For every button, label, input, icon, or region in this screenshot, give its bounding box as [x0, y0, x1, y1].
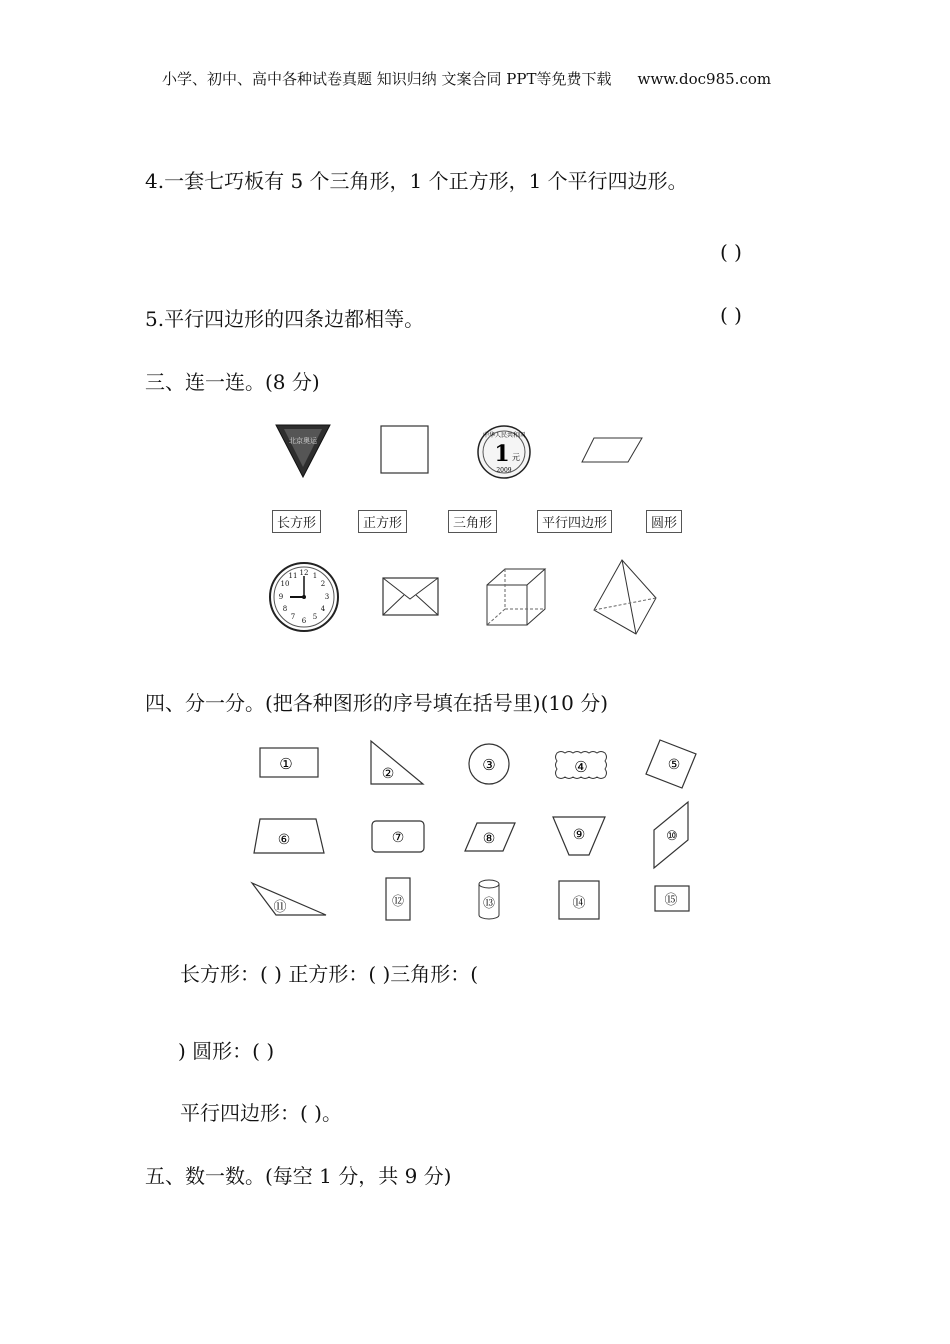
shape-number-11: ⑪: [273, 900, 287, 915]
label-parallelogram: 平行四边形: [537, 510, 612, 533]
label-square: 正方形: [358, 510, 407, 533]
shape-number-6: ⑥: [277, 832, 291, 848]
shape-5-tilted-square: [642, 738, 698, 790]
cube-picture: [484, 566, 548, 628]
svg-text:9: 9: [278, 593, 284, 601]
coin-top-text: 中华人民共和国: [482, 432, 526, 439]
shape-9-inverted-trapezoid: [551, 814, 607, 858]
label-circle: 圆形: [646, 510, 682, 533]
svg-text:3: 3: [324, 593, 330, 601]
pennant-picture: [274, 423, 332, 479]
question-4: 4.一套七巧板有 5 个三角形，1 个正方形，1 个平行四边形。: [145, 169, 688, 193]
shape-8-parallelogram: [463, 820, 517, 854]
question-5: 5.平行四边形的四条边都相等。: [145, 307, 425, 331]
shape-6-trapezoid: [252, 816, 326, 856]
section-4-title: 四、分一分。(把各种图形的序号填在括号里)(10 分): [145, 691, 609, 715]
shape-number-9: ⑨: [572, 827, 586, 843]
svg-text:11: 11: [288, 572, 298, 580]
page-header: [162, 68, 771, 89]
header-url: www.doc985.com: [637, 70, 772, 88]
svg-text:2: 2: [320, 580, 326, 588]
shape-number-5: ⑤: [667, 757, 681, 773]
svg-text:5: 5: [312, 613, 318, 621]
shape-4-wavy-rectangle: [553, 749, 609, 783]
shape-number-13: ⑬: [482, 896, 496, 910]
shape-13-cylinder: [476, 878, 502, 922]
svg-text:4: 4: [320, 605, 326, 613]
shape-1-rectangle: [258, 746, 320, 780]
svg-text:7: 7: [290, 613, 296, 621]
coin-year: 2009: [496, 467, 512, 474]
pennant-text: 北京奥运: [289, 437, 317, 445]
svg-text:6: 6: [301, 617, 307, 625]
shape-15-small-rectangle: [653, 884, 691, 914]
shape-14-square: [557, 879, 601, 921]
answer-line-2[interactable]: ) 圆形：( ): [178, 1039, 275, 1063]
shape-number-2: ②: [381, 766, 395, 782]
svg-text:8: 8: [282, 605, 288, 613]
question-5-answer-paren[interactable]: ( ): [720, 303, 742, 327]
svg-text:1: 1: [312, 572, 318, 580]
shape-7-rounded-rectangle: [370, 819, 426, 855]
coin-value: 1: [494, 441, 510, 467]
shape-number-1: ①: [279, 755, 293, 773]
shape-number-8: ⑧: [482, 831, 496, 847]
shape-3-circle: [467, 742, 511, 786]
clock-picture: [268, 562, 340, 632]
parallelogram-picture: [580, 436, 644, 464]
answer-line-1[interactable]: 长方形：( ) 正方形：( )三角形：(: [180, 962, 479, 986]
svg-text:10: 10: [280, 580, 290, 588]
header-text: 小学、初中、高中各种试卷真题 知识归纳 文案合同 PPT等免费下载: [162, 70, 612, 88]
shape-number-7: ⑦: [391, 830, 405, 846]
shape-2-triangle: [368, 738, 426, 788]
coin-picture: [476, 424, 532, 480]
answer-line-3[interactable]: 平行四边形：( )。: [180, 1101, 342, 1125]
shape-number-3: ③: [482, 756, 496, 774]
shape-number-4: ④: [574, 758, 588, 776]
shape-12-tall-rectangle: [384, 876, 412, 922]
shape-number-12: ⑫: [391, 894, 405, 908]
square-picture: [380, 425, 430, 475]
coin-unit: 元: [512, 453, 520, 462]
shape-number-10: ⑩: [666, 829, 678, 844]
pyramid-picture: [592, 558, 658, 636]
shape-number-14: ⑭: [572, 896, 586, 911]
shape-number-15: ⑮: [664, 893, 678, 908]
envelope-picture: [382, 577, 440, 617]
svg-text:12: 12: [299, 569, 309, 577]
question-4-answer-paren[interactable]: ( ): [720, 240, 742, 264]
section-5-title: 五、数一数。(每空 1 分，共 9 分): [145, 1164, 452, 1188]
shape-11-obtuse-triangle: [250, 880, 328, 918]
label-triangle: 三角形: [448, 510, 497, 533]
label-rectangle: 长方形: [272, 510, 321, 533]
shape-10-parallelogram: [650, 800, 692, 870]
section-3-title: 三、连一连。(8 分): [145, 370, 320, 394]
